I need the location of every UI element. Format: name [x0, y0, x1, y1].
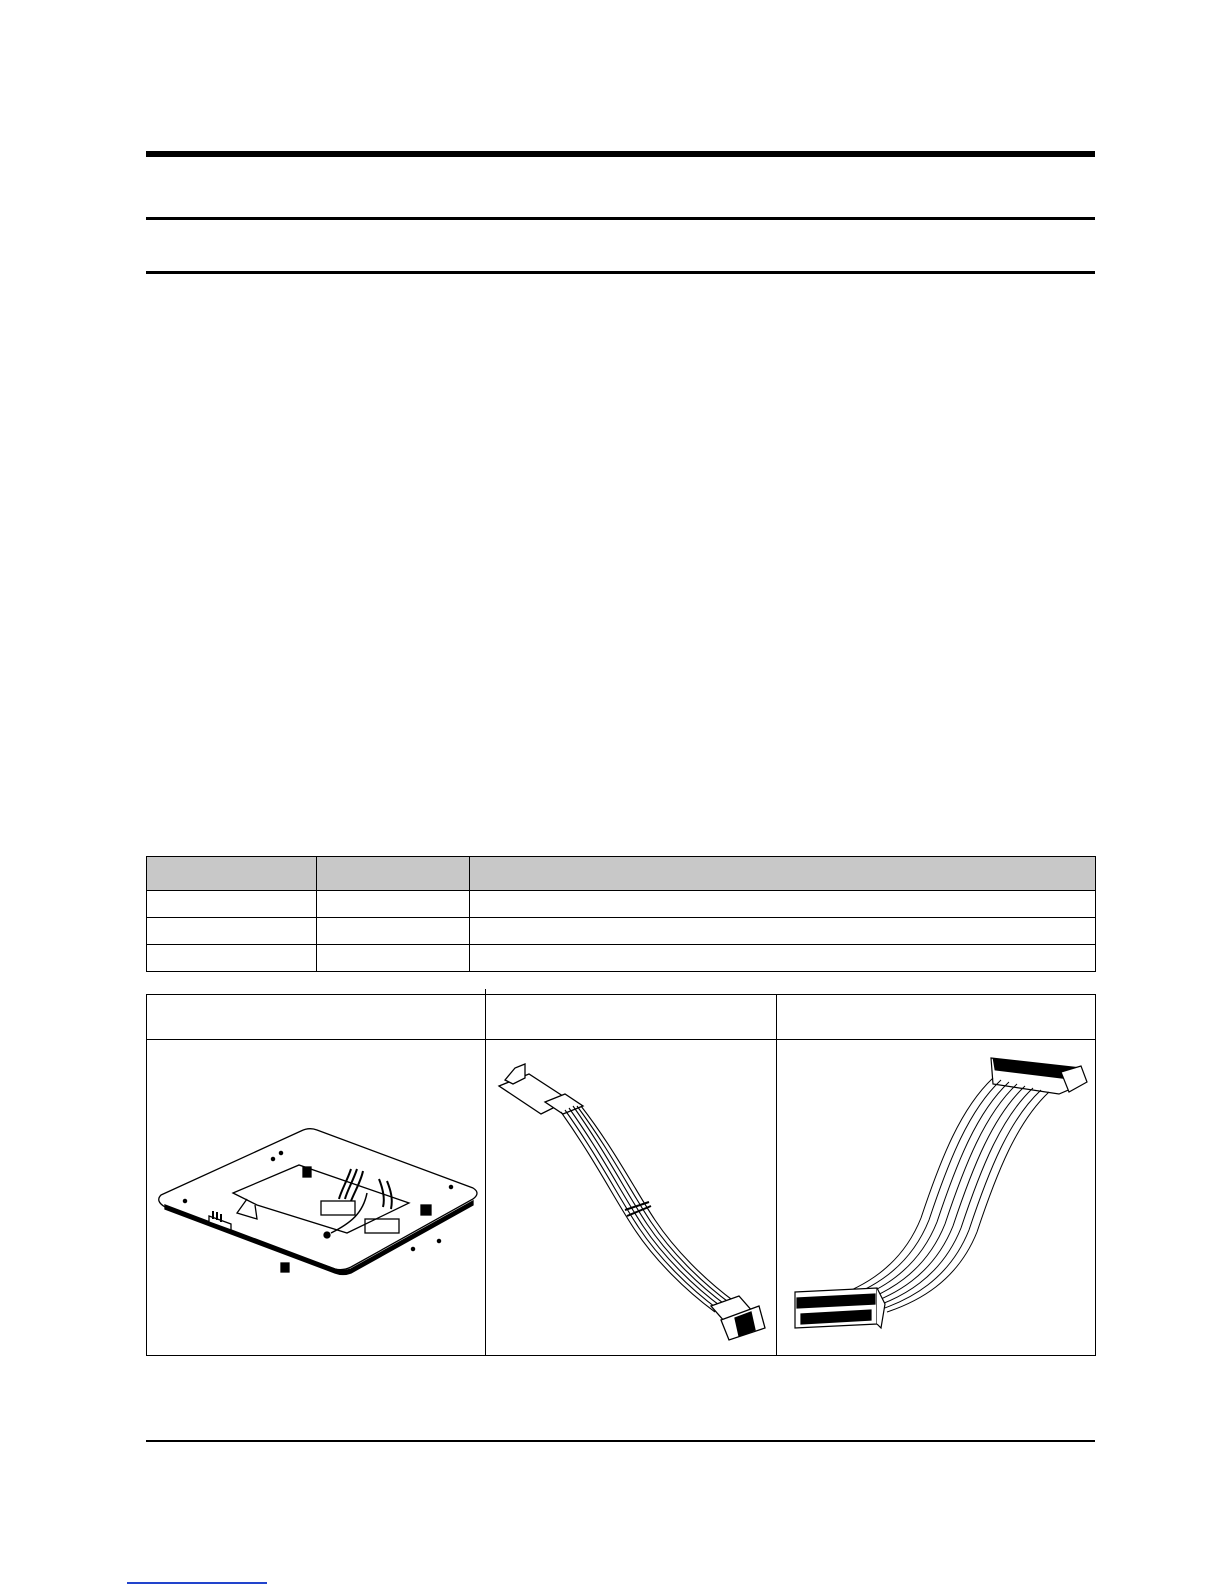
- illustration-row: [147, 1040, 1096, 1356]
- illustration-header-row: [147, 995, 1096, 1040]
- parts-table-header: [147, 857, 1096, 891]
- illustration-cell: [486, 1040, 777, 1356]
- table-cell: [317, 945, 470, 972]
- illustration-cell: [777, 1040, 1096, 1356]
- circuit-board-plate-icon: [151, 1073, 481, 1323]
- illustration-header-cell: [147, 995, 486, 1040]
- illustration-header-cell: [777, 995, 1096, 1040]
- parts-table: [146, 856, 1096, 972]
- table-cell: [147, 891, 317, 918]
- table-cell: [147, 945, 317, 972]
- table-cell: [470, 945, 1096, 972]
- table-cell: [317, 918, 470, 945]
- illustration-table: [146, 994, 1096, 1356]
- illustration-header-cell: [486, 995, 777, 1040]
- parts-header-cell: [147, 857, 317, 891]
- illustration-cell: [147, 1040, 486, 1356]
- parts-header-cell: [317, 857, 470, 891]
- footer-rule: [146, 1440, 1095, 1442]
- table-row: [147, 918, 1096, 945]
- table-row: [147, 945, 1096, 972]
- header-bottom-rule: [146, 271, 1095, 274]
- table-cell: [470, 918, 1096, 945]
- table-cell: [470, 891, 1096, 918]
- flat-ribbon-cable-icon: [781, 1048, 1091, 1348]
- table-cell: [147, 918, 317, 945]
- table-row: [147, 891, 1096, 918]
- footer-link-underline: [127, 1582, 267, 1584]
- header-rule: [146, 217, 1095, 220]
- parts-header-cell: [470, 857, 1096, 891]
- table-cell: [317, 891, 470, 918]
- wire-harness-connector-icon: [489, 1048, 774, 1348]
- header-thick-rule: [146, 151, 1095, 157]
